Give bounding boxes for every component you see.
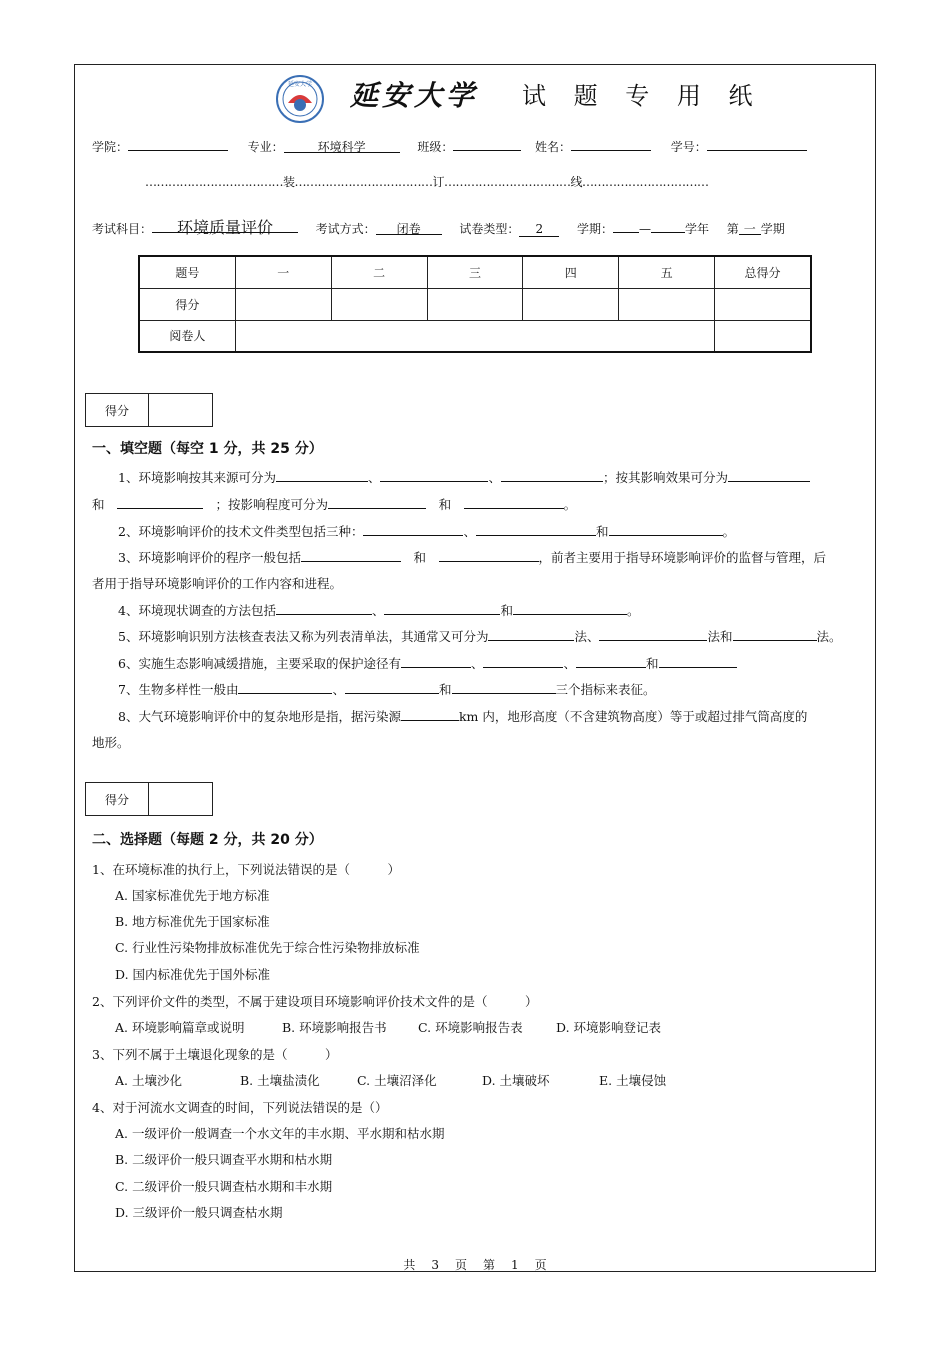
page-footer: 共 3 页 第 1 页 [403,1258,549,1272]
q-text: 三个指标来表征。 [555,682,656,697]
q-text: 。 [627,603,640,618]
fill-q1-line1 [118,468,810,486]
college-label: 学院： [92,140,129,154]
id-field[interactable] [707,138,807,151]
q-text: 。 [563,497,577,512]
term-year-end[interactable] [651,220,685,233]
header-cell: 题号 [139,256,235,288]
major-field[interactable]: 环境科学 [284,138,400,153]
header-cell: 一 [235,256,331,288]
score-cell[interactable] [523,288,619,320]
q-text: 7、生物多样性一般由 [118,682,239,697]
mc-q2-option: A. 环境影响篇章或说明 [115,1020,245,1035]
mc-q3: 3、下列不属于土壤退化现象的是（ ） [92,1047,338,1062]
q-text: 、 [367,470,381,485]
score-cell[interactable] [427,288,523,320]
mc-q2-option: C. 环境影响报告表 [418,1020,523,1035]
mc-q2-option: B. 环境影响报告书 [282,1020,387,1035]
score-box-label: 得分 [86,783,149,815]
header-cell: 五 [619,256,715,288]
q-text: 、 [332,682,345,697]
q-text: 和 [92,497,105,512]
answer-blank[interactable] [476,523,596,536]
score-box-field[interactable] [149,783,212,815]
fill-q8-line1 [118,707,807,725]
type-label: 试卷类型： [459,222,520,236]
section2-score-box [85,782,213,816]
section1-title: 一、填空题（每空 1 分，共 25 分） [92,441,323,457]
mc-q1-option: B. 地方标准优先于国家标准 [115,914,270,929]
q-text: 和 [646,656,659,671]
grader-total-cell[interactable] [715,320,811,352]
answer-blank[interactable] [117,496,203,509]
semester-prefix: 第 [726,222,739,236]
q-text: 法和 [707,629,733,644]
q-text: 、 [488,470,501,485]
fill-q3-line2: 者用于指导环境影响评价的工作内容和进程。 [92,576,343,591]
q-text: 、 [371,603,385,618]
answer-blank[interactable] [483,655,563,668]
q-text: 、 [563,656,576,671]
q-text: 6、实施生态影响减缓措施，主要采取的保护途径有 [118,656,401,671]
semester-suffix: 学期 [760,222,785,236]
college-field[interactable] [128,138,228,151]
method-field[interactable]: 闭卷 [376,220,442,235]
header-cell: 二 [331,256,427,288]
answer-blank[interactable] [301,549,401,562]
term-label: 学期： [577,222,614,236]
answer-blank[interactable] [276,602,372,615]
q-text: 和 [500,603,513,618]
answer-blank[interactable] [276,469,368,482]
grader-row-label: 阅卷人 [139,320,235,352]
grader-row [139,320,811,352]
section1-score-box [85,393,213,427]
answer-blank[interactable] [238,681,332,694]
answer-blank[interactable] [501,469,603,482]
mc-q1-option: C. 行业性污染物排放标准优先于综合性污染物排放标准 [115,940,420,955]
subject-label: 考试科目： [92,222,153,236]
answer-blank[interactable] [659,655,737,668]
q-text: 3、环境影响评价的程序一般包括 [118,550,301,565]
term-dash: — [639,222,652,236]
q-text: 和 [438,682,452,697]
mc-q1: 1、在环境标准的执行上，下列说法错误的是（ ） [92,862,400,877]
q-text: 。 [722,524,736,539]
university-name: 延安大学 [350,79,479,112]
q-text: 5、环境影响识别方法核查表法又称为列表清单法，其通常又可分为 [118,629,489,644]
fill-q3-line1 [118,548,826,566]
q-text: 8、大气环境影响评价中的复杂地形是指，据污染源 [118,709,401,724]
score-cell[interactable] [715,288,811,320]
type-field[interactable]: 2 [519,222,559,237]
q-text: ，前者主要用于指导环境影响评价的监督与管理，后 [538,550,827,565]
score-table [138,255,812,353]
mc-q1-option: A. 国家标准优先于地方标准 [115,888,270,903]
q-text: 法、 [574,629,600,644]
info-row-1 [92,138,807,155]
fill-q1-line2 [92,495,576,513]
answer-blank[interactable] [728,469,810,482]
q-text: 、 [463,524,476,539]
q-text: ；按其影响效果可分为 [603,470,729,485]
fill-q8-line2: 地形。 [92,735,130,750]
header-cell: 总得分 [715,256,811,288]
q-text: km 内，地形高度（不含建筑物高度）等于或超过排气筒高度的 [458,709,808,724]
section2-title: 二、选择题（每题 2 分，共 20 分） [92,832,323,848]
answer-blank[interactable] [439,549,539,562]
q-text: 和 [413,550,426,565]
binding-line: ………………………………装………………………………订……………………………线…………………………… [145,175,709,189]
answer-blank[interactable] [609,523,723,536]
answer-blank[interactable] [384,602,500,615]
q-text: 和 [438,497,452,512]
mc-q2-option: D. 环境影响登记表 [556,1020,662,1035]
score-box-label: 得分 [86,394,149,426]
fill-q2 [118,522,735,540]
answer-blank[interactable] [733,628,817,641]
answer-blank[interactable] [380,469,488,482]
answer-blank[interactable] [345,681,439,694]
mc-q3-option: B. 土壤盐渍化 [240,1073,320,1088]
name-label: 姓名： [535,140,572,154]
score-cell[interactable] [331,288,427,320]
year-label: 学年 [685,222,710,236]
grader-cell[interactable] [235,320,714,352]
q-text: 2、环境影响评价的技术文件类型包括三种： [118,524,364,539]
answer-blank[interactable] [513,602,627,615]
score-cell[interactable] [619,288,715,320]
answer-blank[interactable] [328,496,426,509]
mc-q3-option: E. 土壤侵蚀 [599,1073,667,1088]
method-label: 考试方式： [315,222,376,236]
term-year-start[interactable] [613,220,639,233]
mc-q1-option: D. 国内标准优先于国外标准 [115,967,271,982]
semester-field[interactable]: 一 [739,220,761,235]
score-cell[interactable] [235,288,331,320]
mc-q3-option: C. 土壤沼泽化 [357,1073,437,1088]
mc-q4-option: D. 三级评价一般只调查枯水期 [115,1205,283,1220]
answer-blank[interactable] [576,655,646,668]
class-field[interactable] [453,138,521,151]
info-row-2 [92,215,785,237]
mc-q4-option: B. 二级评价一般只调查平水期和枯水期 [115,1152,333,1167]
university-logo [276,75,324,123]
major-label: 专业： [247,140,284,154]
answer-blank[interactable] [599,628,707,641]
answer-blank[interactable] [401,655,471,668]
q-text: 和 [595,524,609,539]
paper-title: 试 题 专 用 纸 [522,82,763,110]
q-text: 法。 [816,629,842,644]
answer-blank[interactable] [363,523,463,536]
mc-q4-option: A. 一级评价一般调查一个水文年的丰水期、平水期和枯水期 [115,1126,445,1141]
score-box-field[interactable] [149,394,212,426]
fill-q5 [118,627,842,645]
score-row [139,288,811,320]
fill-q4 [118,601,640,619]
score-row-label: 得分 [139,288,235,320]
q-text: 1、环境影响按其来源可分为 [118,470,276,485]
header-cell: 三 [427,256,523,288]
name-field[interactable] [571,138,651,151]
answer-blank[interactable] [488,628,574,641]
mc-q4-option: C. 二级评价一般只调查枯水期和丰水期 [115,1179,333,1194]
id-label: 学号： [670,140,707,154]
answer-blank[interactable] [452,681,556,694]
header-cell: 四 [523,256,619,288]
q-text: 4、环境现状调查的方法包括 [118,603,276,618]
fill-q6 [118,654,737,672]
mc-q3-option: D. 土壤破坏 [482,1073,550,1088]
answer-blank[interactable] [401,708,459,721]
mc-q4: 4、对于河流水文调查的时间，下列说法错误的是（） [92,1100,388,1115]
score-header-row [139,256,811,288]
subject-field[interactable]: 环境质量评价 [152,215,298,233]
mc-q2: 2、下列评价文件的类型，不属于建设项目环境影响评价技术文件的是（ ） [92,994,538,1009]
fill-q7 [118,680,656,698]
q-text: ；按影响程度可分为 [215,497,329,512]
q-text: 、 [470,656,484,671]
mc-q3-option: A. 土壤沙化 [115,1073,182,1088]
class-label: 班级： [417,140,454,154]
svg-text:延安大学: 延安大学 [287,81,313,88]
answer-blank[interactable] [464,496,564,509]
